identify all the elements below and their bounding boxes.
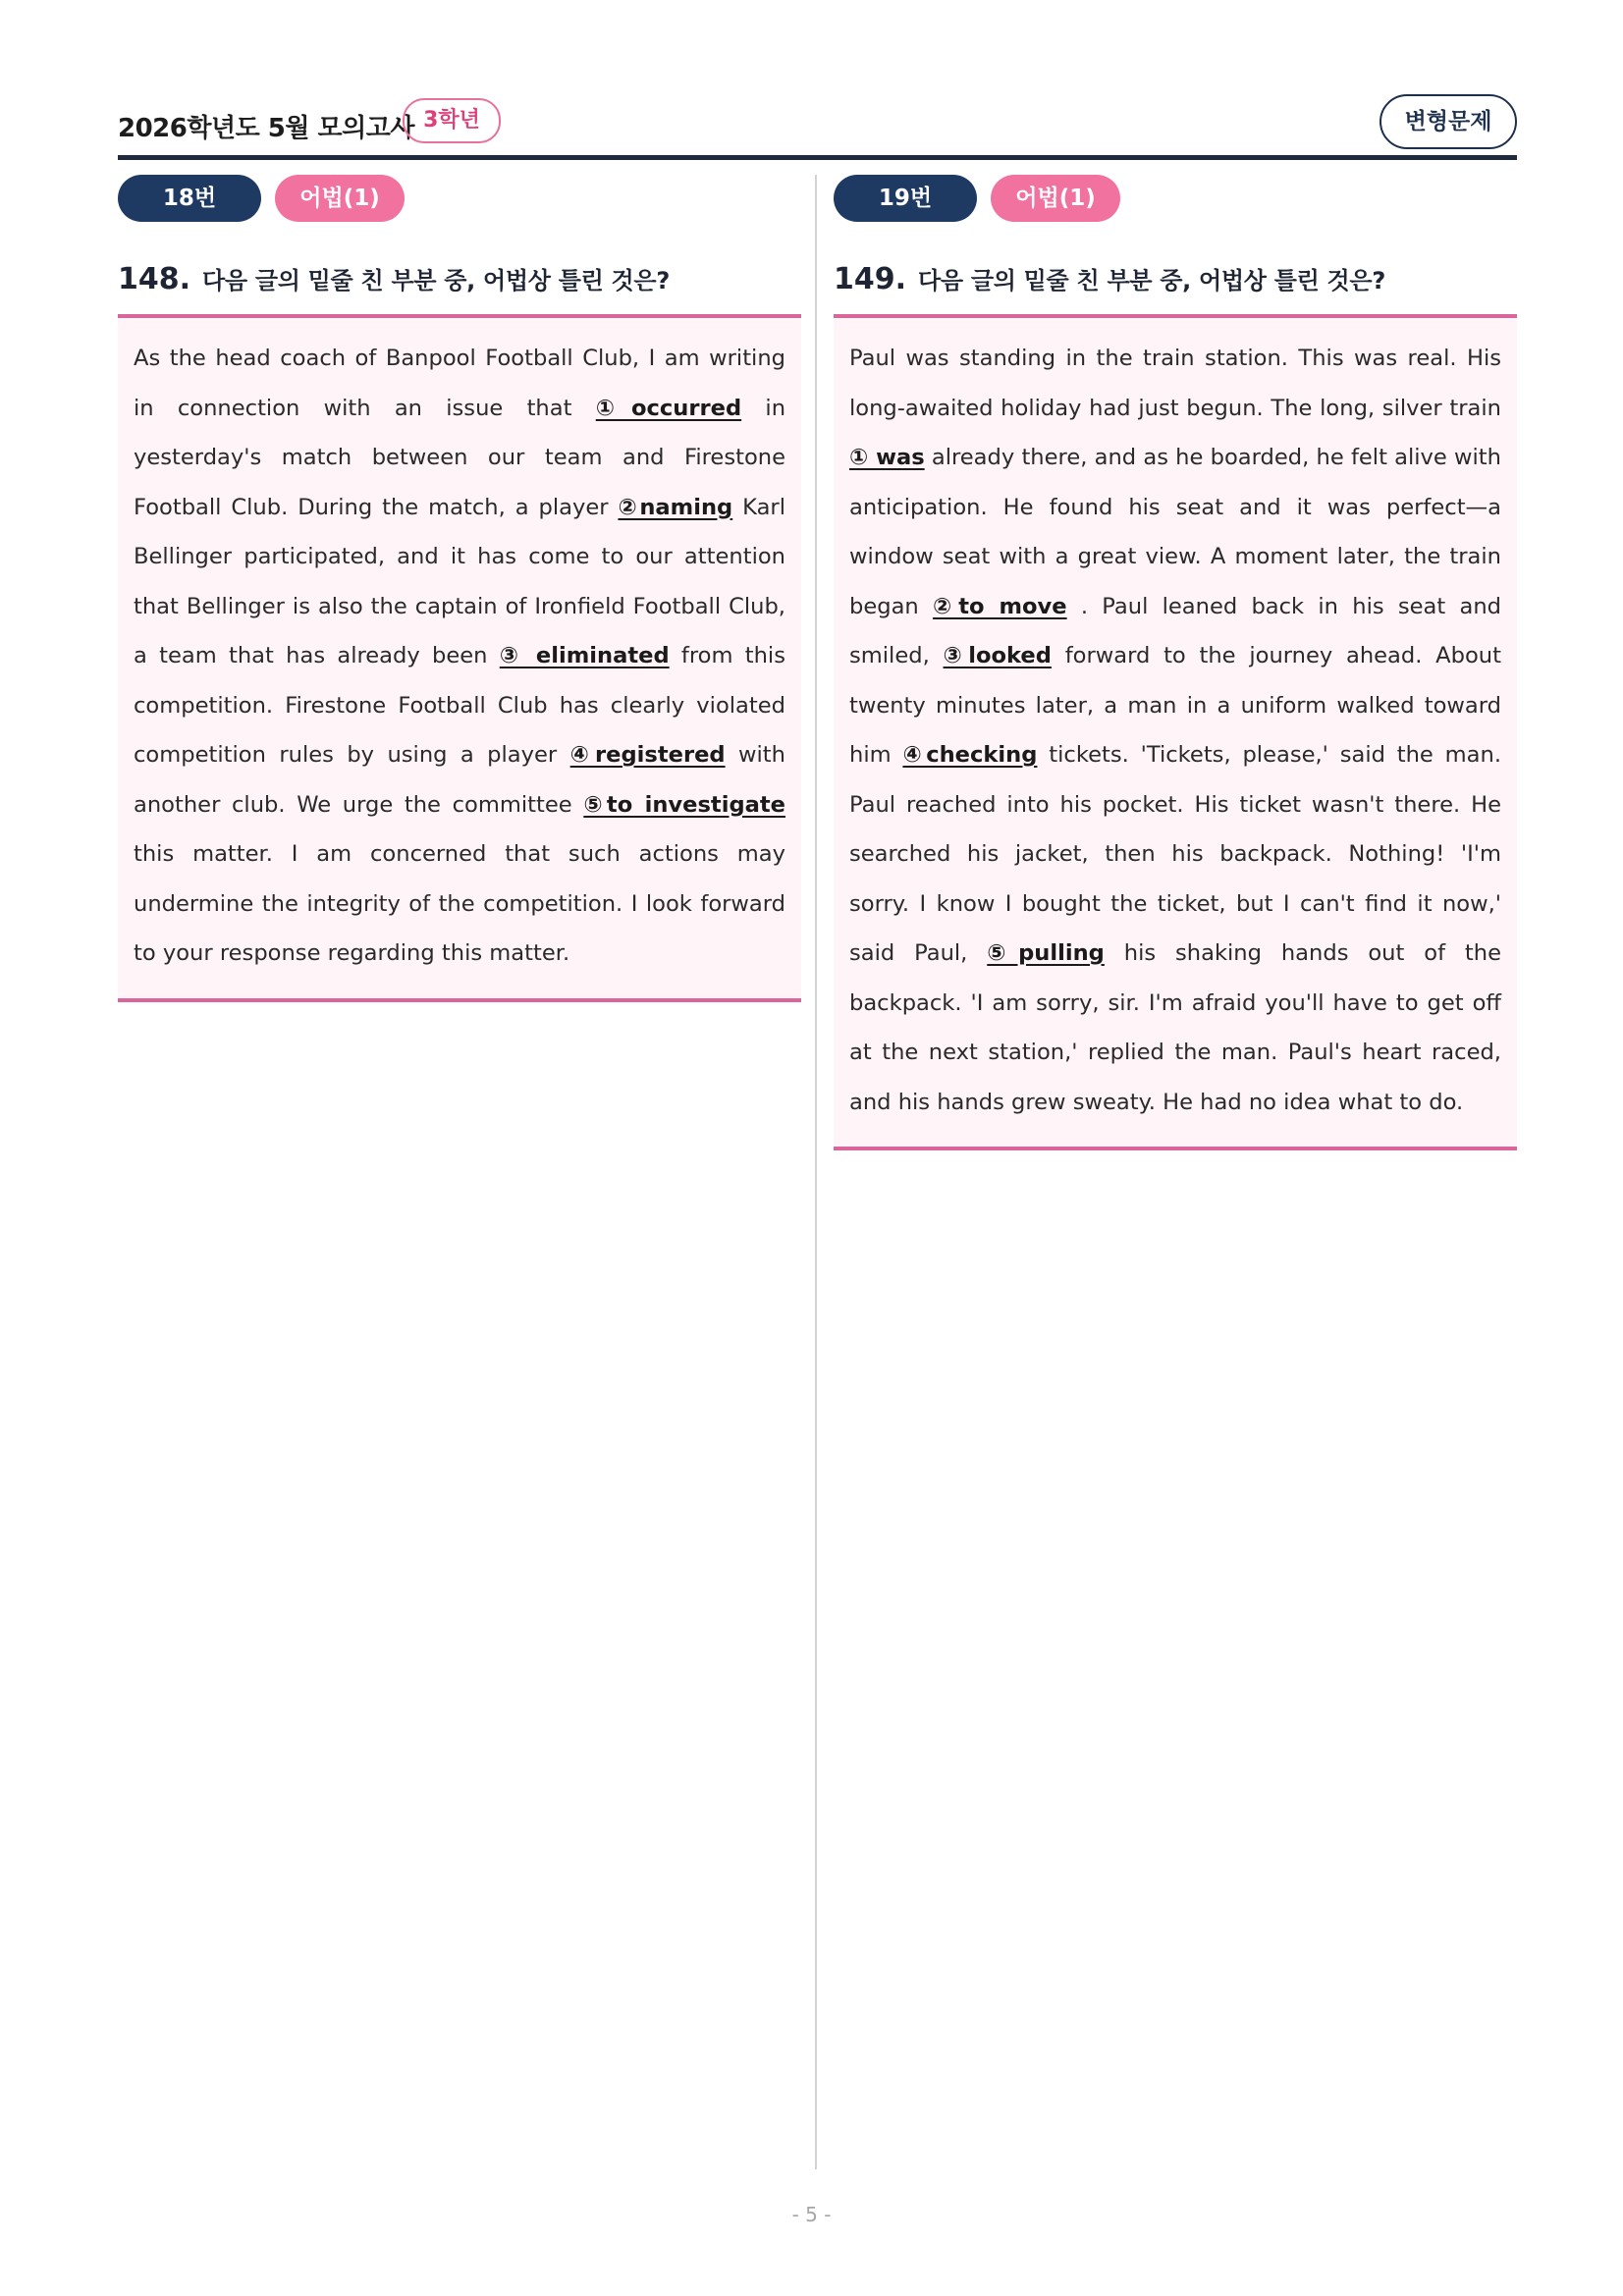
passage-segment: already there, and as he boarded, he felt alive with anticipation. He found his seat and it was perfect—a window seat with a great view. A moment later, the train began [849,445,1501,619]
question-tags [834,175,1517,224]
grade-badge: 3학년 [403,98,501,143]
passage-segment: tickets. 'Tickets, please,' said the man. Paul reached into his pocket. His ticket wasn't there. He searched his jacket, then his backpack. Nothing! 'I'm sorry. I know I bought the ticket, but I can't find it now,' said Paul, [849,742,1502,966]
category-tag: 어법(1) [275,175,405,222]
question-tags [118,175,801,224]
passage-segment: . Paul leaned back in his seat and smiled, [849,593,1502,668]
source-number-tag: 18번 [118,175,261,222]
passage-segment: forward to the journey ahead. About twenty minutes later, a man in a uniform walked toward him [849,643,1501,768]
underlined-choice: ③ eliminated [499,643,670,668]
underlined-choice: ⑤pulling [987,940,1105,966]
underlined-choice: ④registered [569,742,726,768]
passage-segment: this matter. I am concerned that such actions may undermine the integrity of the competition. I look forward to your response regarding this matter. [134,841,785,966]
page-number: - 5 - [791,2203,832,2226]
passage-box [834,314,1517,1150]
question-148 [118,175,801,1002]
underlined-choice: ②naming [618,494,733,520]
question-line [118,261,801,300]
page-header [118,94,1517,155]
passage-segment: Karl Bellinger participated, and it has come to our attention that Bellinger is also the captain of Ironfield Football Club, a team that has already been [134,494,785,668]
source-number-tag: 19번 [834,175,977,222]
passage-text [849,334,1501,1127]
underlined-choice: ④checking [902,742,1038,768]
doc-type-badge: 변형문제 [1380,94,1517,149]
passage-segment: from this competition. Firestone Football Club has clearly violated competition rules by using a player [134,643,785,768]
underlined-choice: ③looked [943,643,1052,668]
passage-text [134,334,785,979]
column-divider [815,175,817,2169]
question-149 [834,175,1517,1150]
question-prompt: 다음 글의 밑줄 친 부분 중, 어법상 틀린 것은? [202,267,670,294]
passage-segment: with another club. We urge the committee [134,742,785,818]
category-tag: 어법(1) [991,175,1120,222]
passage-box [118,314,801,1002]
passage-segment: his shaking hands out of the backpack. 'I am sorry, sir. I'm afraid you'll have to get off at the next station,' replied the man. Paul's heart raced, and his hands grew sweaty. He had no idea what to do. [849,940,1501,1115]
underlined-choice: ⑤to investigate [583,791,785,818]
underlined-choice: ① was [849,445,925,470]
question-number: 149. [834,262,907,296]
question-number: 148. [118,262,191,296]
passage-segment: Paul was standing in the train station. This was real. His long-awaited holiday had just begun. The long, silver train [849,346,1501,421]
question-prompt: 다음 글의 밑줄 친 부분 중, 어법상 틀린 것은? [918,267,1385,294]
passage-segment: in yesterday's match between our team and Firestone Football Club. During the match, a player [134,395,786,520]
header-rule [118,155,1517,160]
passage-segment: As the head coach of Banpool Football Club, I am writing in connection with an issue that [134,346,785,421]
underlined-choice: ①occurred [595,395,742,421]
question-line [834,261,1517,300]
underlined-choice: ②to move [933,593,1067,619]
exam-title: 2026학년도 5월 모의고사 [118,114,414,143]
